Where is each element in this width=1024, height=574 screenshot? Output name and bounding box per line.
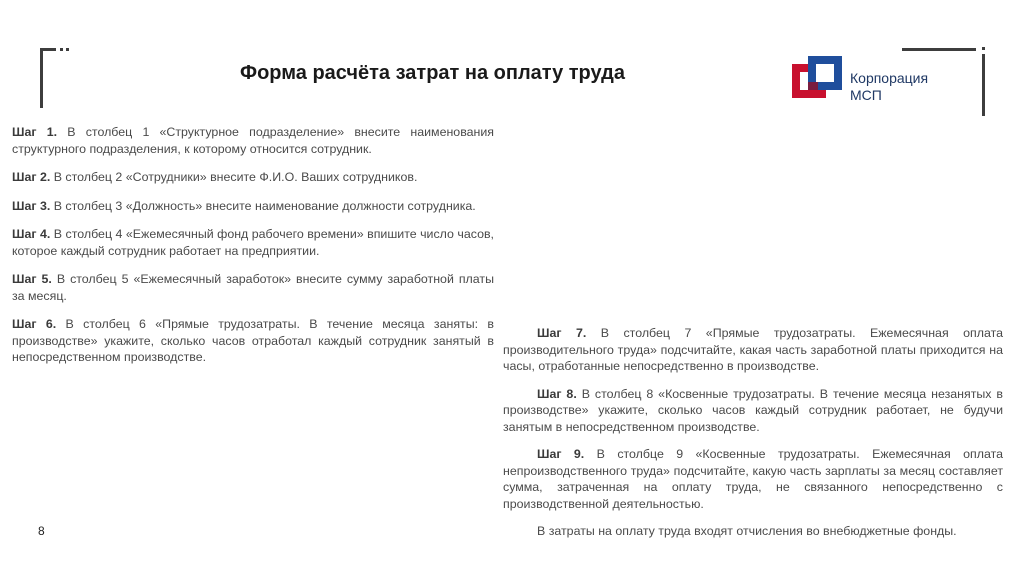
steps-left-column [12,124,494,378]
step-5: Шаг 5. В столбец 5 «Ежемесячный заработок» внесите сумму заработной платы за месяц. [12,272,494,303]
corner-bracket-left [40,48,43,108]
step-3: Шаг 3. В столбец 3 «Должность» внесите наименование должности сотрудника. [12,198,476,213]
logo [792,56,952,106]
corner-bracket-right-top [902,48,976,51]
corner-dot [66,48,69,51]
step-2: Шаг 2. В столбец 2 «Сотрудники» внесите Ф.И.О. Ваших сотрудников. [12,170,418,184]
steps-right-column [503,325,1003,540]
step-9: Шаг 9. В столбце 9 «Косвенные трудозатраты. Ежемесячная оплата непроизводственного труда» подсчитайте, какую часть зарплаты за месяц составляет сумма, затраченная на оплату труда, не связанного непосредственно с производственной деятельностью. [503,447,1003,511]
logo-mark-icon [792,56,846,106]
page-title: Форма расчёта затрат на оплату труда [240,62,625,84]
logo-line-2: МСП [850,87,882,103]
step-1: Шаг 1. В столбец 1 «Структурное подразделение» внесите наименования структурного подразделения, к которому относится сотрудник. [12,125,495,156]
corner-bracket-right [982,54,985,116]
step-8: Шаг 8. В столбец 8 «Косвенные трудозатраты. В течение месяца незанятых в производстве» укажите, сколько часов каждый сотрудник работает, не будучи занятым в непосредственном производстве. [503,386,1003,434]
logo-line-1: Корпорация [850,70,929,86]
step-4: Шаг 4. В столбец 4 «Ежемесячный фонд рабочего времени» впишите число часов, которое каждый сотрудник работает на предприятии. [12,227,494,258]
corner-dot [982,47,985,50]
note: В затраты на оплату труда входят отчисления во внебюджетные фонды. [537,524,957,538]
step-6: Шаг 6. В столбец 6 «Прямые трудозатраты. В течение месяца заняты: в производстве» укажите, сколько часов отработал каждый сотрудник занятый в непосредственном производстве. [12,317,495,364]
corner-dot [60,48,63,51]
page-number: 8 [38,524,45,538]
corner-bracket-left-top [40,48,56,51]
logo-text [850,70,960,104]
step-7: Шаг 7. В столбец 7 «Прямые трудозатраты. Ежемесячная оплата производительного труда» подсчитайте, какая часть заработной платы приходится на часы, отработанные непосредственно в производстве. [503,326,1003,373]
